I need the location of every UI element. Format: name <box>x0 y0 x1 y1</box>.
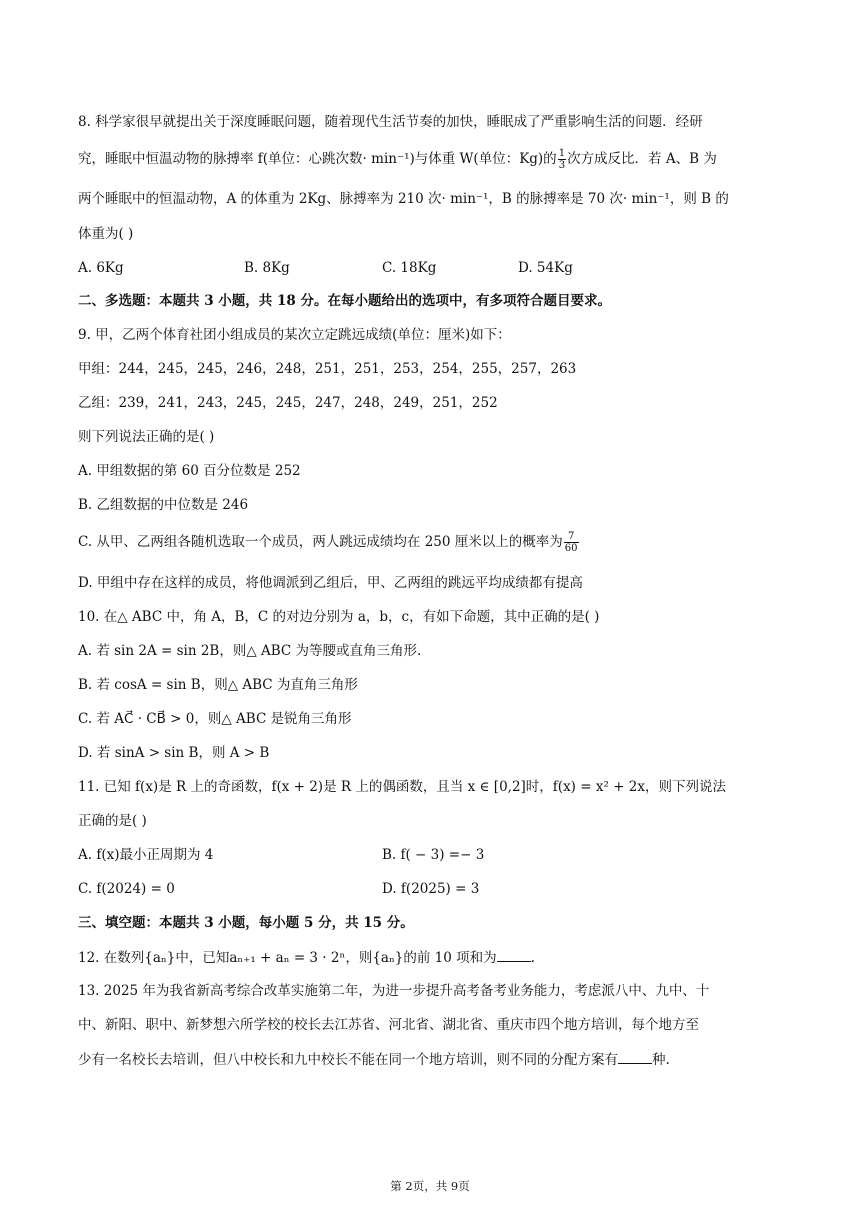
q9-group-a: 甲组：244，245，245，246，248，251，251，253，254，255，257，263 <box>78 361 577 377</box>
q9-option-c-text: C. 从甲、乙两组各随机选取一个成员，两人跳远成绩均在 250 厘米以上的概率为 <box>78 534 563 550</box>
answer-blank[interactable] <box>497 947 531 962</box>
q8-line1: 8. 科学家很早就提出关于深度睡眠问题，随着现代生活节奏的加快，睡眠成了严重影响生活的问题．经研 <box>78 114 703 130</box>
q13-line3 <box>78 1049 670 1070</box>
fraction-denominator: 60 <box>564 543 578 554</box>
q9-option-d: D. 甲组中存在这样的成员，将他调派到乙组后，甲、乙两组的跳远平均成绩都有提高 <box>78 575 583 591</box>
q11-line1: 11. 已知 f(x)是 R 上的奇函数，f(x + 2)是 R 上的偶函数，且当 x ∈ [0,2]时，f(x) = x² + 2x，则下列说法 <box>78 779 726 795</box>
q11-option-a: A. f(x)最小正周期为 4 <box>78 847 214 863</box>
q13-line2: 中、新阳、职中、新梦想六所学校的校长去江苏省、河北省、湖北省、重庆市四个地方培训，每个地方至 <box>78 1017 699 1033</box>
section-multiple-choice-heading: 二、多选题：本题共 3 小题，共 18 分。在每小题给出的选项中，有多项符合题目要求。 <box>78 293 611 309</box>
q9-option-b: B. 乙组数据的中位数是 246 <box>78 497 249 513</box>
q13-line3-end: 种. <box>652 1052 670 1068</box>
q13-line3-text: 少有一名校长去培训，但八中校长和九中校长不能在同一个地方培训，则不同的分配方案有 <box>78 1052 618 1068</box>
q9-group-b: 乙组：239，241，243，245，245，247，248，249，251，252 <box>78 395 498 411</box>
q10-option-b: B. 若 cosA = sin B，则△ ABC 为直角三角形 <box>78 677 358 693</box>
section-fill-in-heading: 三、填空题：本题共 3 小题，每小题 5 分，共 15 分。 <box>78 915 414 931</box>
q9-option-c <box>78 531 580 554</box>
fraction-numerator: 7 <box>564 531 579 543</box>
q12-line <box>78 947 535 968</box>
q8-line2-b: 次方成反比．若 A、B 为 <box>567 151 717 167</box>
answer-blank[interactable] <box>618 1049 652 1064</box>
q11-line2: 正确的是( ) <box>78 813 147 829</box>
q8-option-d: D. 54Kg <box>518 260 573 276</box>
q10-option-d: D. 若 sinA > sin B，则 A > B <box>78 745 270 761</box>
q10-option-a: A. 若 sin 2A = sin 2B，则△ ABC 为等腰或直角三角形. <box>78 643 422 659</box>
q9-line1: 9. 甲，乙两个体育社团小组成员的某次立定跳远成绩(单位：厘米)如下： <box>78 327 511 343</box>
fraction-one-third <box>558 148 566 171</box>
fraction-denominator: 3 <box>558 160 566 171</box>
q8-option-a: A. 6Kg <box>78 260 124 276</box>
page-footer: 第 2页，共 9页 <box>390 1179 470 1193</box>
q10-line1: 10. 在△ ABC 中，角 A，B，C 的对边分别为 a，b，c，有如下命题，其中正确的是( ) <box>78 609 600 625</box>
q9-stem: 则下列说法正确的是( ) <box>78 429 215 445</box>
q8-line3: 两个睡眠中的恒温动物，A 的体重为 2Kg、脉搏率为 210 次· min⁻¹，B 的脉搏率是 70 次· min⁻¹，则 B 的 <box>78 191 729 207</box>
q8-option-c: C. 18Kg <box>382 260 437 276</box>
fraction-seven-sixtieths <box>564 531 579 554</box>
q8-line4: 体重为( ) <box>78 226 134 242</box>
q12-text-end: . <box>530 950 535 966</box>
q11-option-d: D. f(2025) = 3 <box>382 881 480 897</box>
q11-option-b: B. f( − 3) =− 3 <box>382 847 485 863</box>
q11-option-c: C. f(2024) = 0 <box>78 881 175 897</box>
fraction-numerator: 1 <box>558 148 566 159</box>
q10-option-c: C. 若 AC⃗ · CB⃗ > 0，则△ ABC 是锐角三角形 <box>78 711 352 727</box>
q9-option-a: A. 甲组数据的第 60 百分位数是 252 <box>78 463 301 479</box>
q8-line2 <box>78 148 717 171</box>
q8-option-b: B. 8Kg <box>244 260 290 276</box>
q12-text: 12. 在数列{aₙ}中，已知aₙ₊₁ + aₙ = 3 · 2ⁿ，则{aₙ}的前 10 项和为 <box>78 950 497 966</box>
q13-line1: 13. 2025 年为我省新高考综合改革实施第二年，为进一步提升高考备考业务能力，考虑派八中、九中、十 <box>78 983 710 999</box>
q8-line2-a: 究，睡眠中恒温动物的脉搏率 f(单位：心跳次数· min⁻¹)与体重 W(单位：Kg)的 <box>78 151 557 167</box>
